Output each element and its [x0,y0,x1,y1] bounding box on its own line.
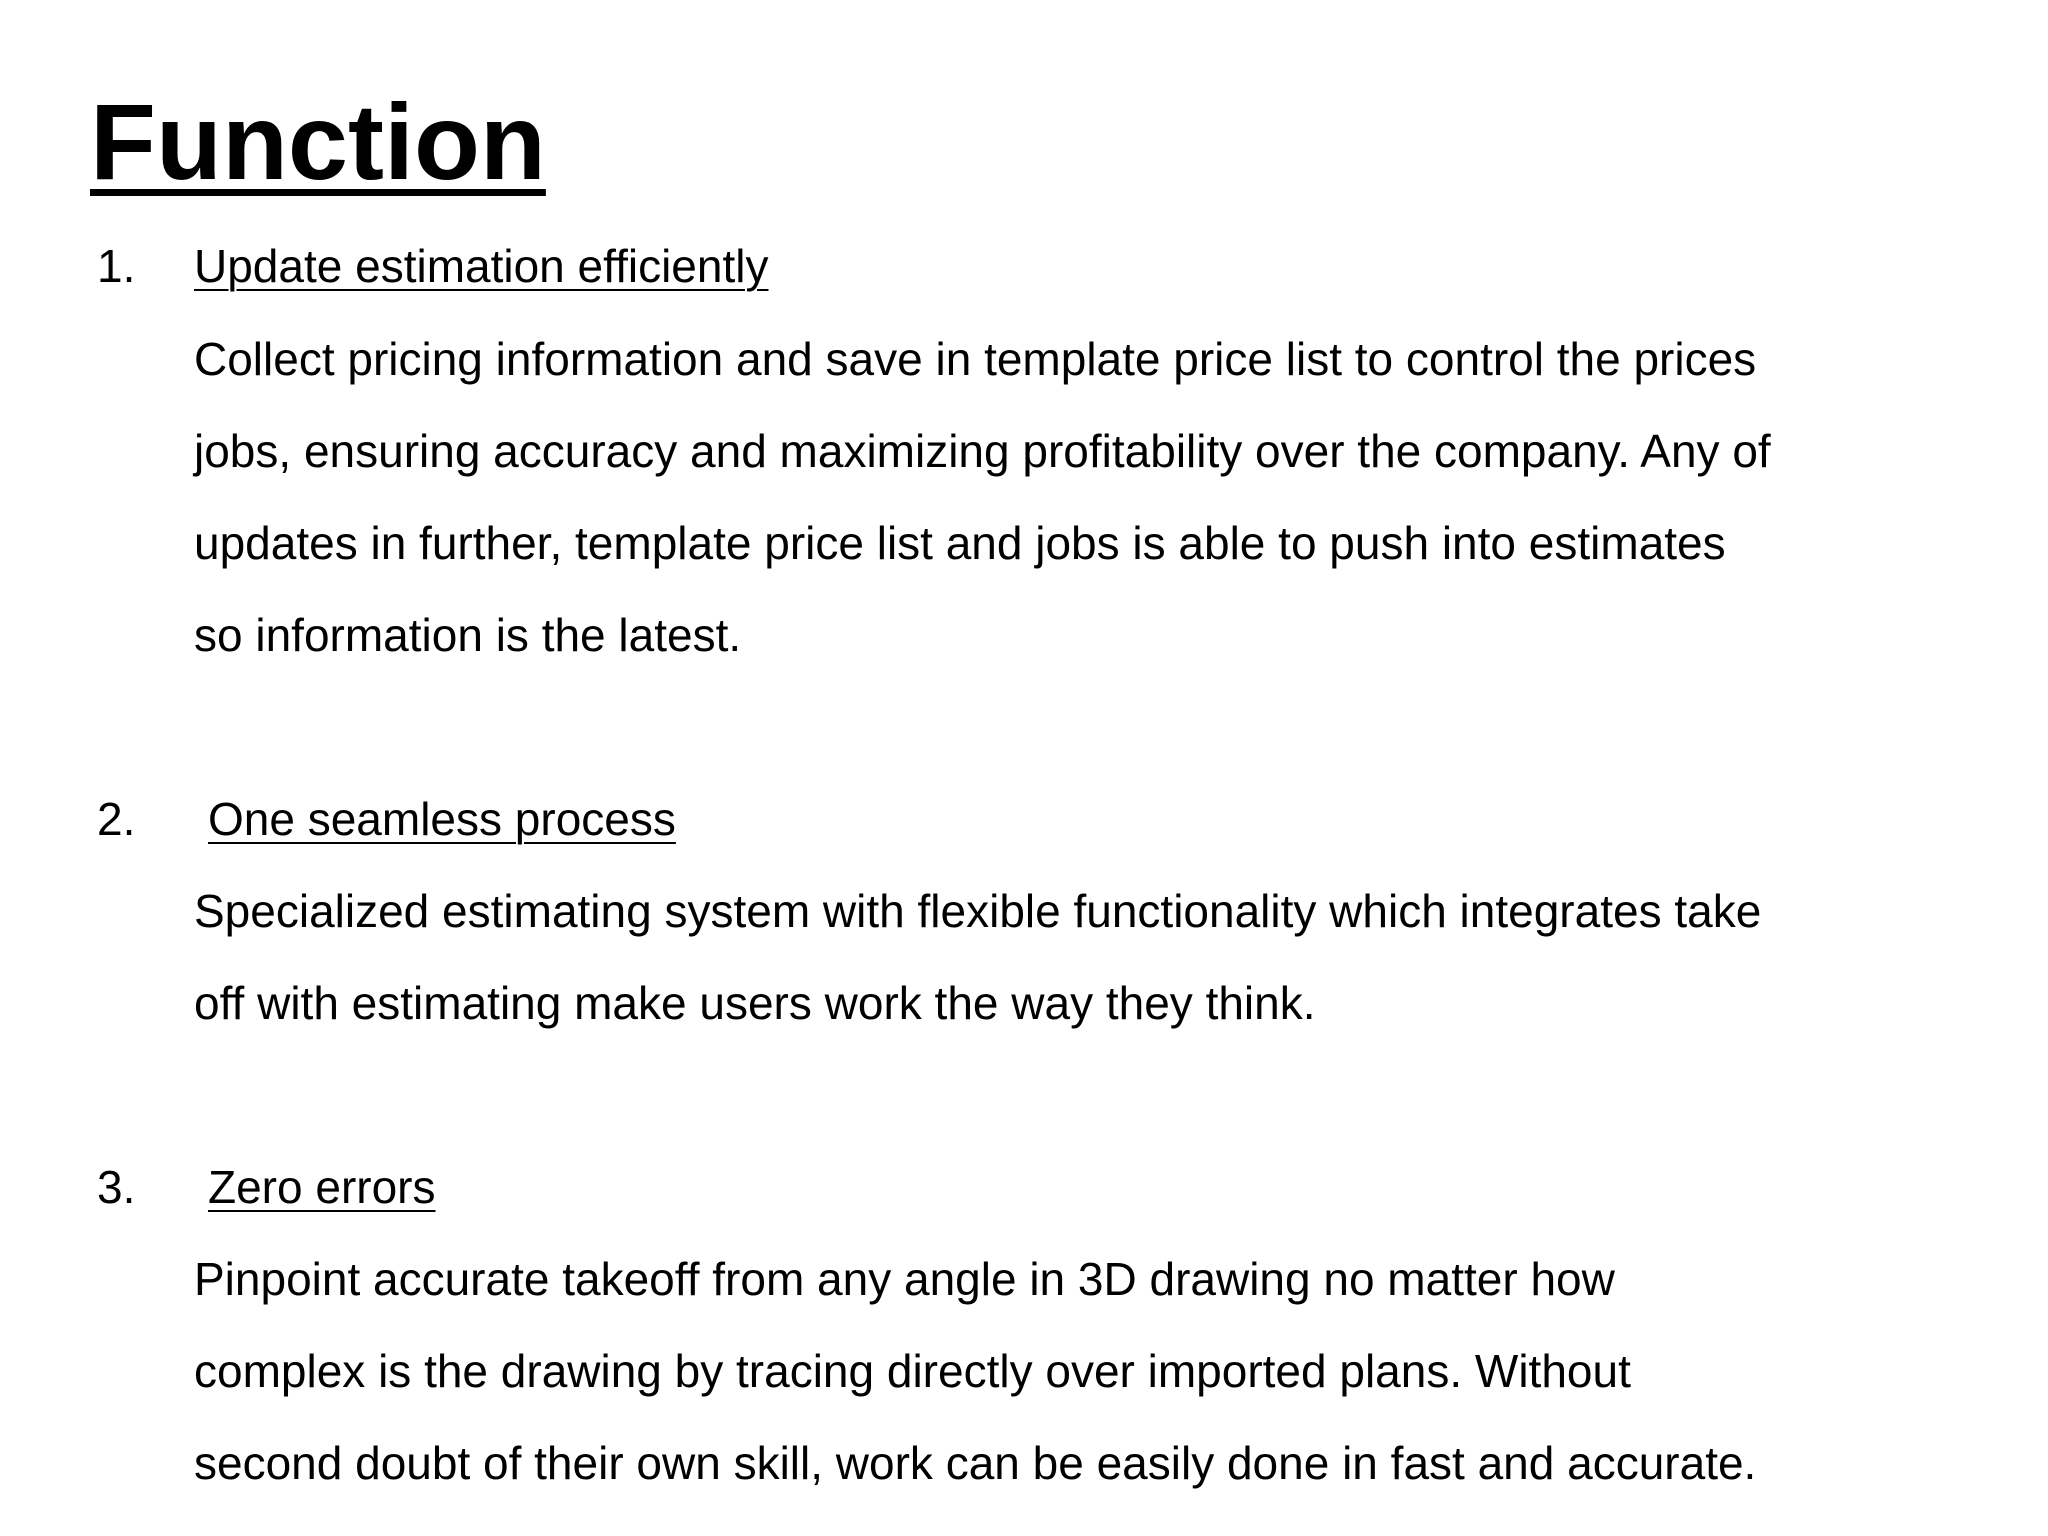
item-text-line: Pinpoint accurate takeoff from any angle in 3D drawing no matter how [194,1253,1615,1305]
item-text-line: Specialized estimating system with flexible functionality which integrates take [194,885,1762,937]
item-number: 3. [97,1161,136,1213]
item-text-line: updates in further, template price list and jobs is able to push into estimates [194,517,1726,569]
item-number: 1. [97,240,136,292]
item-number: 2. [97,793,136,845]
item-heading: Update estimation efficiently [194,240,769,292]
item-text-line: second doubt of their own skill, work can be easily done in fast and accurate. [194,1437,1757,1489]
page-title: Function [90,81,546,202]
item-text-line: Collect pricing information and save in template price list to control the prices [194,333,1757,385]
item-text-line: jobs, ensuring accuracy and maximizing profitability over the company. Any of [194,425,1771,477]
item-text-line: off with estimating make users work the way they think. [194,977,1316,1029]
item-heading: Zero errors [208,1161,436,1213]
item-heading: One seamless process [208,793,676,845]
item-text-line: so information is the latest. [194,609,742,661]
item-text-line: complex is the drawing by tracing directly over imported plans. Without [194,1345,1631,1397]
